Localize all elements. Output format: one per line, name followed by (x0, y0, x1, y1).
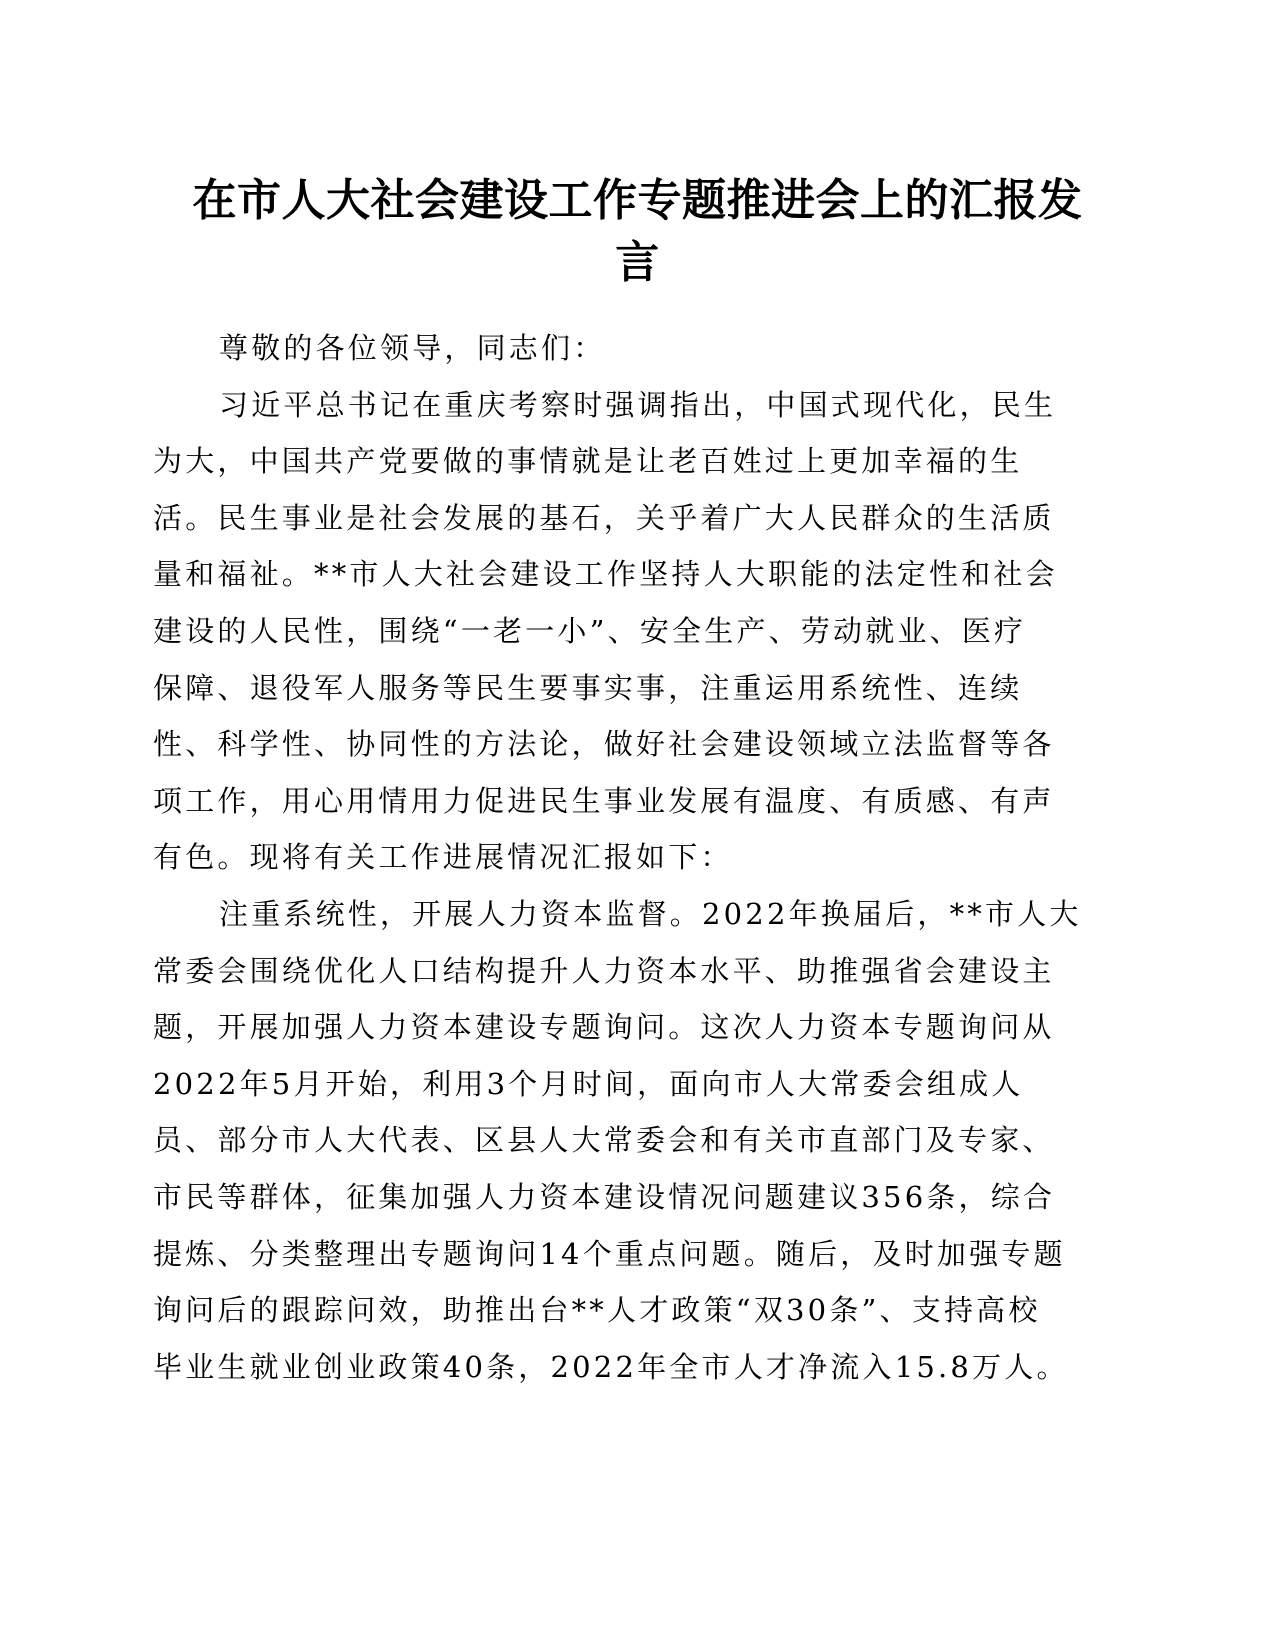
text-line: 员、部分市人大代表、区县人大常委会和有关市直部门及专家、 (153, 1123, 1055, 1158)
text-line: 题，开展加强人力资本建设专题询问。这次人力资本专题询问从 (153, 1010, 1055, 1045)
text-line: 注重系统性，开展人力资本监督。2022年换届后，**市人大 (219, 896, 1082, 931)
text-line: 市民等群体，征集加强人力资本建设情况问题建议356条，综合 (153, 1179, 1056, 1214)
text-line: 询问后的跟踪问效，助推出台**人才政策“双30条”、支持高校 (153, 1293, 1041, 1328)
text-line: 有色。现将有关工作进展情况汇报如下： (153, 840, 733, 875)
text-line: 毕业生就业创业政策40条，2022年全市人才净流入15.8万人。 (153, 1349, 1069, 1384)
text-line: 为大，中国共产党要做的事情就是让老百姓过上更加幸福的生 (153, 444, 1023, 479)
text-line: 保障、退役军人服务等民生要事实事，注重运用系统性、连续 (153, 670, 1023, 705)
document-title-line: 在市人大社会建设工作专题推进会上的汇报发 (192, 175, 1083, 226)
text-line: 尊敬的各位领导，同志们： (219, 331, 606, 365)
document-title-line: 言 (615, 237, 660, 288)
text-line: 提炼、分类整理出专题询问14个重点问题。随后，及时加强专题 (153, 1236, 1066, 1271)
document-body (153, 320, 1088, 1395)
human-capital-paragraph (153, 886, 1088, 1395)
text-line: 2022年5月开始，利用3个月时间，面向市人大常委会组成人 (153, 1066, 1024, 1101)
text-line: 量和福祉。**市人大社会建设工作坚持人大职能的法定性和社会 (153, 557, 1058, 592)
text-line: 常委会围绕优化人口结构提升人力资本水平、助推强省会建设主 (153, 953, 1055, 988)
text-line: 性、科学性、协同性的方法论，做好社会建设领域立法监督等各 (153, 727, 1055, 762)
document-title (150, 170, 1125, 294)
text-line: 习近平总书记在重庆考察时强调指出，中国式现代化，民生 (219, 387, 1057, 422)
intro-paragraph (153, 377, 1088, 886)
text-line: 建设的人民性，围绕“一老一小”、安全生产、劳动就业、医疗 (153, 613, 1027, 648)
text-line: 活。民生事业是社会发展的基石，关乎着广大人民群众的生活质 (153, 500, 1055, 535)
text-line: 项工作，用心用情用力促进民生事业发展有温度、有质感、有声 (153, 783, 1055, 818)
salutation-paragraph (153, 320, 1088, 377)
